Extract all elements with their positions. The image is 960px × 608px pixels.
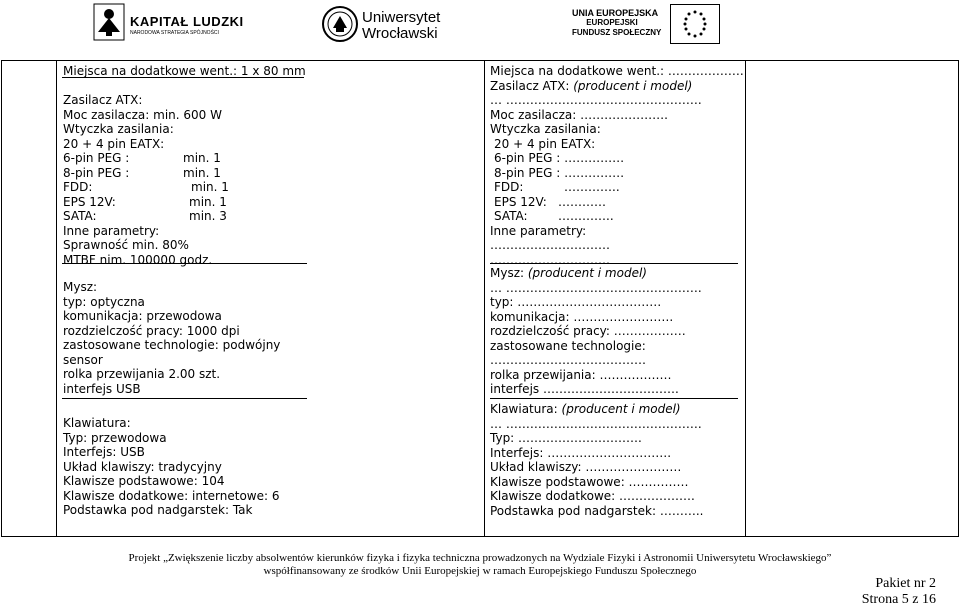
mouse-tech-cont: sensor (63, 352, 103, 367)
page-number: Strona 5 z 16 (861, 592, 936, 607)
offered-kb-layout[interactable]: Układ klawiszy: …………………… (490, 460, 682, 474)
university-name: Uniwersytet Wrocławski (362, 9, 441, 42)
table-divider (484, 60, 485, 537)
kapital-ludzki-subtitle: NARODOWA STRATEGIA SPÓJNOŚCI (130, 30, 219, 36)
offered-psu-model[interactable]: … …………………………………………. (490, 93, 702, 107)
university-logo (322, 4, 472, 46)
offered-mouse-type[interactable]: typ: ……………………………… (490, 295, 662, 309)
offered-connector-row[interactable]: 8-pin PEG : …………… (494, 165, 625, 180)
offered-kb-extra-keys[interactable]: Klawisze dodatkowe: ………………. (490, 489, 695, 503)
offered-kb-basic-keys[interactable]: Klawisze podstawowe: …………… (490, 474, 689, 489)
kb-extra-keys: Klawisze dodatkowe: internetowe: 6 (63, 488, 280, 503)
offered-mouse-interface[interactable]: interfejs ……………………………. (490, 382, 679, 396)
required-keyboard-section (63, 416, 280, 518)
offered-mouse-resolution[interactable]: rozdzielczość pracy: ……………… (490, 324, 686, 338)
eu-flag-icon (670, 4, 720, 44)
offered-keyboard-section (490, 402, 703, 518)
project-footer-line1: Projekt „Zwiększenie liczby absolwentów kierunków fizyka i fizyka techniczna prowadzonych na Wydziale Fizyki i Astronomii Uniwersytetu Wrocławskiego” (128, 552, 832, 564)
offered-kb-interface[interactable]: Interfejs: …………………………. (490, 445, 672, 460)
plug-eatx: 20 + 4 pin EATX: (63, 136, 165, 151)
offered-kb-wrist-rest[interactable]: Podstawka pod nadgarstek: ……….. (490, 503, 704, 518)
psu-title: Zasilacz ATX: (63, 93, 143, 107)
eu-text: UNIA EUROPEJSKA EUROPEJSKI FUNDUSZ SPOŁECZNY (572, 8, 662, 37)
offered-mouse-model[interactable]: … …………………………………………. (490, 280, 702, 295)
psu-power-line: Moc zasilacza: min. 600 W (63, 107, 222, 122)
kapital-ludzki-logo (92, 2, 242, 42)
kb-type: Typ: przewodowa (63, 430, 167, 445)
offered-kb-model[interactable]: … …………………………………………. (490, 416, 702, 431)
offered-kb-type[interactable]: Typ: …………………………. (490, 431, 642, 445)
kapital-ludzki-emblem-icon (92, 2, 126, 42)
efficiency-line: Sprawność min. 80% (63, 238, 189, 252)
project-footer-line2: współfinansowany ze środków Unii Europejskiej w ramach Europejskiego Funduszu Społecznego (263, 565, 697, 577)
offered-connector-row[interactable]: EPS 12V: ………… (494, 194, 606, 209)
connector-row: FDD: min. 1 (63, 180, 229, 194)
mouse-type: typ: optyczna (63, 294, 145, 309)
mouse-interface: interfejs USB (63, 381, 141, 396)
plug-label: Wtyczka zasilania: (63, 122, 174, 136)
other-params-label: Inne parametry: (63, 223, 160, 238)
offered-mouse-tech-label: zastosowane technologie: (490, 338, 646, 353)
kb-basic-keys: Klawisze podstawowe: 104 (63, 474, 225, 488)
table-divider (745, 60, 746, 537)
offered-psu-power[interactable]: Moc zasilacza: …………………. (490, 107, 668, 122)
mouse-tech: zastosowane technologie: podwójny (63, 338, 281, 352)
mouse-resolution: rozdzielczość pracy: 1000 dpi (63, 323, 240, 338)
offered-mouse-tech-value[interactable]: ………………………………… (490, 353, 646, 367)
package-number: Pakiet nr 2 (875, 576, 936, 591)
kb-wrist-rest: Podstawka pod nadgarstek: Tak (63, 503, 253, 517)
offered-mouse-title: Mysz: (producent i model) (490, 266, 647, 280)
connector-row: 8-pin PEG : min. 1 (63, 165, 221, 180)
offered-plug-label: Wtyczka zasilania: (490, 122, 601, 136)
offered-slots[interactable]: Miejsca na dodatkowe went.: ………………. (490, 64, 744, 78)
page-info (862, 576, 936, 608)
offered-other-value[interactable]: ………………………… (490, 238, 610, 252)
offered-other-label: Inne parametry: (490, 223, 587, 238)
offered-connector-row[interactable]: 6-pin PEG : …………… (494, 151, 625, 165)
required-psu-section (63, 64, 306, 267)
offered-mouse-wheel[interactable]: rolka przewijania: ……………… (490, 367, 672, 382)
connector-row: SATA: min. 3 (63, 209, 227, 223)
mtbf-line: MTBF nim. 100000 godz. (63, 252, 213, 267)
offered-plug-eatx: 20 + 4 pin EATX: (494, 136, 596, 151)
offered-connector-row[interactable]: SATA: ………….. (494, 209, 614, 223)
mouse-comm: komunikacja: przewodowa (63, 309, 222, 323)
kapital-ludzki-title: KAPITAŁ LUDZKI (130, 14, 244, 29)
university-seal-icon (322, 4, 358, 44)
offered-other-value[interactable]: ………………………… (490, 252, 610, 267)
offered-psu-title: Zasilacz ATX: (producent i model) (490, 78, 693, 93)
offered-connector-row[interactable]: FDD: ………….. (494, 180, 620, 194)
eu-logo (572, 2, 722, 46)
connector-row: EPS 12V: min. 1 (63, 194, 227, 209)
slots-line: Miejsca na dodatkowe went.: 1 x 80 mm (63, 64, 306, 78)
mouse-wheel: rolka przewijania 2.00 szt. (63, 367, 221, 381)
kb-layout: Układ klawiszy: tradycyjny (63, 459, 222, 474)
offered-psu-section (490, 64, 744, 267)
section-rule (62, 398, 307, 399)
offered-mouse-section (490, 266, 702, 397)
offered-mouse-comm[interactable]: komunikacja: ……………………. (490, 309, 674, 324)
section-rule (490, 398, 738, 399)
connector-row: 6-pin PEG : min. 1 (63, 151, 221, 165)
mouse-title: Mysz: (63, 280, 98, 294)
table-divider (56, 60, 57, 537)
offered-kb-title: Klawiatura: (producent i model) (490, 402, 681, 416)
kb-title: Klawiatura: (63, 416, 131, 430)
required-mouse-section (63, 280, 280, 396)
kb-interface: Interfejs: USB (63, 445, 145, 459)
